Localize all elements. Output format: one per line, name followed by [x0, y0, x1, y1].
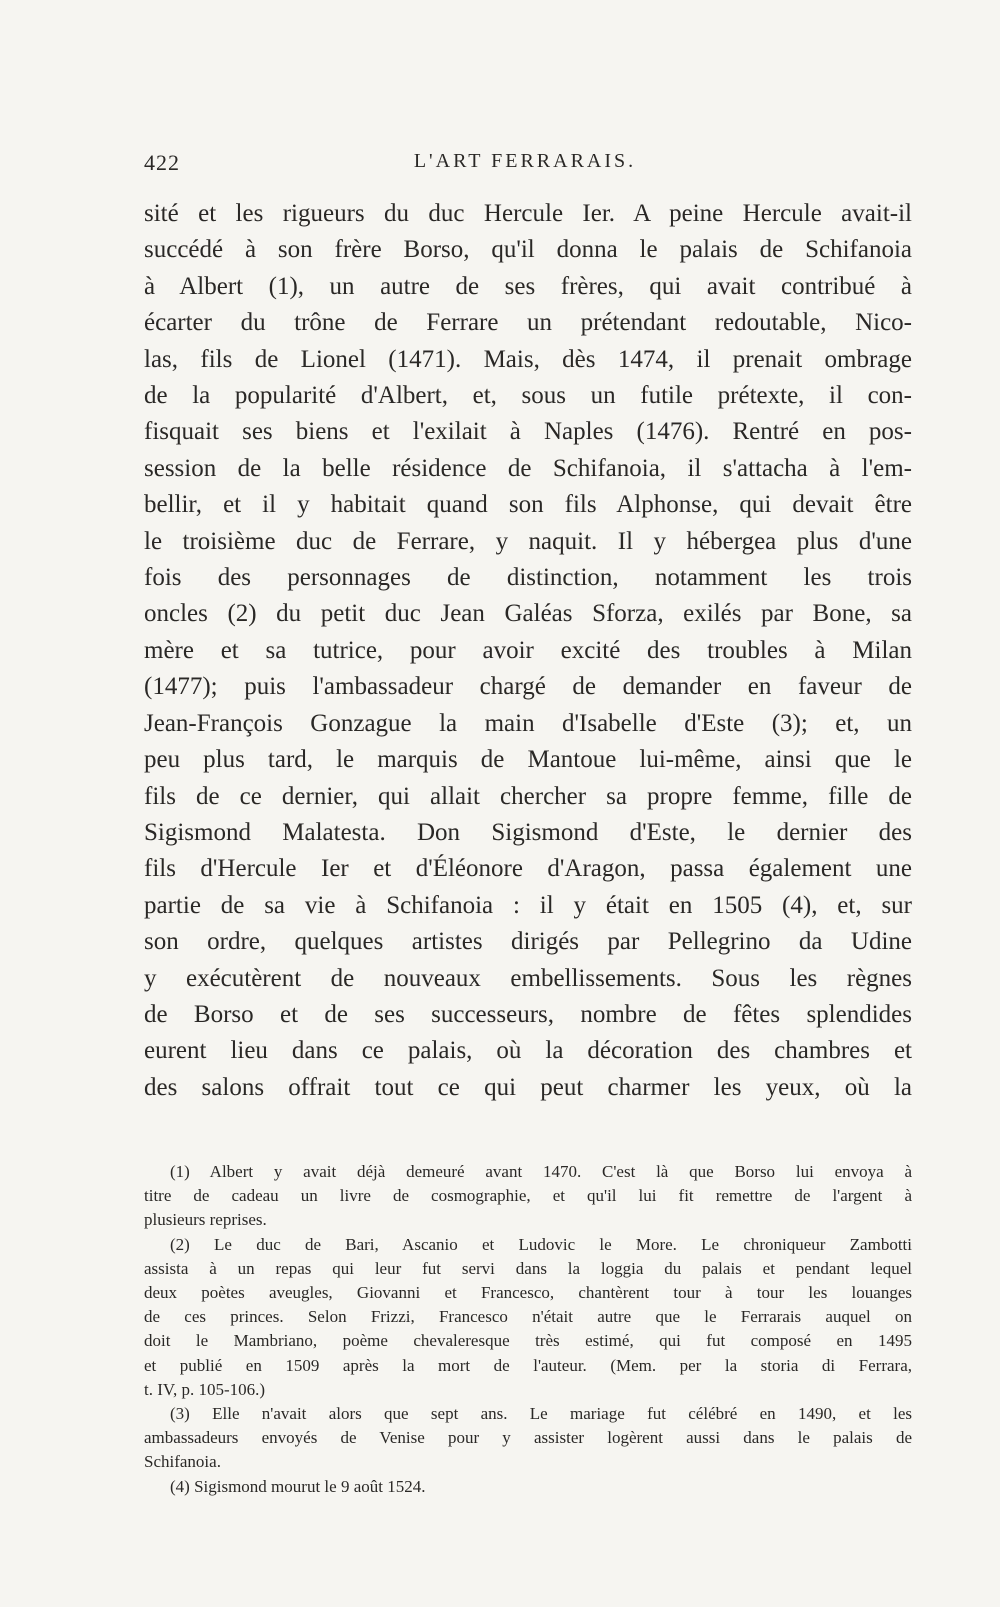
- body-line: à Albert (1), un autre de ses frères, qui avait contribué à: [144, 272, 912, 300]
- footnote-line: deux poètes aveugles, Giovanni et Francesco, chantèrent tour à tour les louanges: [144, 1283, 912, 1303]
- footnote-line: de ces princes. Selon Frizzi, Francesco n'était autre que le Ferrarais auquel on: [144, 1307, 912, 1327]
- footnote-line: ambassadeurs envoyés de Venise pour y assister logèrent aussi dans le palais de: [144, 1428, 912, 1448]
- footnote-line: (1) Albert y avait déjà demeuré avant 1470. C'est là que Borso lui envoya à: [170, 1162, 912, 1181]
- footnotes: [144, 1160, 912, 1499]
- footnote-line: (2) Le duc de Bari, Ascanio et Ludovic le More. Le chroniqueur Zambotti: [170, 1234, 912, 1254]
- footnote-line: doit le Mambriano, poème chevaleresque très estimé, qui fut composé en 1495: [144, 1331, 912, 1351]
- body-line: de Borso et de ses successeurs, nombre de fêtes splendides: [144, 1000, 912, 1028]
- body-line: fils d'Hercule Ier et d'Éléonore d'Aragon, passa également une: [144, 855, 912, 883]
- body-line: bellir, et il y habitait quand son fils Alphonse, qui devait être: [144, 491, 912, 519]
- body-line: eurent lieu dans ce palais, où la décoration des chambres et: [144, 1037, 912, 1065]
- body-line: session de la belle résidence de Schifanoia, il s'attacha à l'em-: [144, 454, 912, 482]
- page-header: [144, 150, 906, 180]
- footnote-1: [144, 1160, 912, 1233]
- body-line: des salons offrait tout ce qui peut charmer les yeux, où la: [144, 1073, 912, 1101]
- footnote-line: titre de cadeau un livre de cosmographie, et qu'il lui fit remettre de l'argent à: [144, 1186, 912, 1206]
- footnote-line: assista à un repas qui leur fut servi dans la loggia du palais et pendant lequel: [144, 1258, 912, 1278]
- body-line: las, fils de Lionel (1471). Mais, dès 1474, il prenait ombrage: [144, 345, 912, 373]
- body-line: fils de ce dernier, qui allait chercher sa propre femme, fille de: [144, 782, 912, 810]
- body-line: Sigismond Malatesta. Don Sigismond d'Este, le dernier des: [144, 818, 912, 846]
- body-line: son ordre, quelques artistes dirigés par Pellegrino da Udine: [144, 928, 912, 956]
- body-line: mère et sa tutrice, pour avoir excité des troubles à Milan: [144, 636, 912, 664]
- running-head: L'ART FERRARAIS.: [413, 150, 637, 172]
- footnote-line: Schifanoia.: [144, 1452, 221, 1472]
- footnote-3: [144, 1402, 912, 1475]
- body-line: fois des personnages de distinction, notamment les trois: [144, 564, 912, 592]
- body-line: partie de sa vie à Schifanoia : il y était en 1505 (4), et, sur: [144, 891, 912, 919]
- body-line: le troisième duc de Ferrare, y naquit. Il y hébergea plus d'une: [144, 527, 912, 555]
- body-line: oncles (2) du petit duc Jean Galéas Sforza, exilés par Bone, sa: [144, 600, 912, 628]
- body-line: succédé à son frère Borso, qu'il donna le palais de Schifanoia: [144, 236, 912, 264]
- footnote-line: t. IV, p. 105-106.): [144, 1379, 266, 1399]
- body-line: sité et les rigueurs du duc Hercule Ier. A peine Hercule avait-il: [144, 200, 912, 227]
- body-line: de la popularité d'Albert, et, sous un futile prétexte, il con-: [144, 382, 912, 410]
- page-number: 422: [144, 150, 180, 175]
- body-line: fisquait ses biens et l'exilait à Naples (1476). Rentré en pos-: [144, 418, 912, 446]
- body-line: peu plus tard, le marquis de Mantoue lui-même, ainsi que le: [144, 746, 912, 774]
- body-line: écarter du trône de Ferrare un prétendant redoutable, Nico-: [144, 309, 912, 337]
- footnote-line: plusieurs reprises.: [144, 1210, 267, 1230]
- footnote-line: et publié en 1509 après la mort de l'auteur. (Mem. per la storia di Ferrara,: [144, 1355, 912, 1375]
- body-text: [144, 196, 912, 1106]
- footnote-line: (4) Sigismond mourut le 9 août 1524.: [170, 1476, 426, 1496]
- body-line: Jean-François Gonzague la main d'Isabelle d'Este (3); et, un: [144, 709, 912, 737]
- body-line: y exécutèrent de nouveaux embellissements. Sous les règnes: [144, 964, 912, 992]
- footnote-4: [144, 1475, 912, 1499]
- footnote-2: [144, 1233, 912, 1402]
- footnote-line: (3) Elle n'avait alors que sept ans. Le mariage fut célébré en 1490, et les: [170, 1404, 912, 1424]
- body-line: (1477); puis l'ambassadeur chargé de demander en faveur de: [144, 673, 912, 701]
